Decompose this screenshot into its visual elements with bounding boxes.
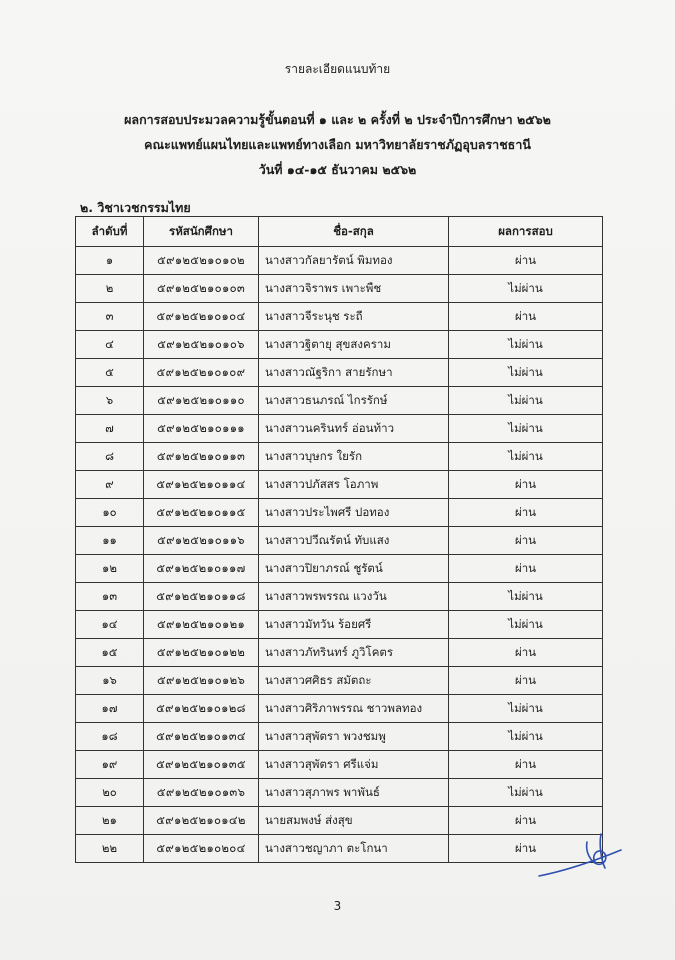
row-student-id: ๕๙๑๒๕๒๑๐๑๑๔ bbox=[144, 471, 259, 499]
row-order: ๑๑ bbox=[76, 527, 144, 555]
row-result: ไม่ผ่าน bbox=[449, 387, 603, 415]
row-student-id: ๕๙๑๒๕๒๑๐๑๐๒ bbox=[144, 247, 259, 275]
row-student-id: ๕๙๑๒๕๒๑๐๑๔๒ bbox=[144, 807, 259, 835]
row-student-id: ๕๙๑๒๕๒๑๐๒๐๔ bbox=[144, 835, 259, 863]
row-order: ๑๖ bbox=[76, 667, 144, 695]
row-result: ผ่าน bbox=[449, 835, 603, 863]
row-student-id: ๕๙๑๒๕๒๑๐๑๑๑ bbox=[144, 415, 259, 443]
row-student-id: ๕๙๑๒๕๒๑๐๑๑๘ bbox=[144, 583, 259, 611]
row-order: ๘ bbox=[76, 443, 144, 471]
row-order: ๑๒ bbox=[76, 555, 144, 583]
row-order: ๑๔ bbox=[76, 611, 144, 639]
row-order: ๙ bbox=[76, 471, 144, 499]
row-result: ไม่ผ่าน bbox=[449, 611, 603, 639]
row-name: นางสาวศิริภาพรรณ ชาวพลทอง bbox=[259, 695, 449, 723]
header-order: ลำดับที่ bbox=[76, 217, 144, 247]
row-result: ผ่าน bbox=[449, 639, 603, 667]
row-result: ไม่ผ่าน bbox=[449, 583, 603, 611]
title-line-1: ผลการสอบประมวลความรู้ขั้นตอนที่ ๑ และ ๒ ครั้งที่ ๒ ประจำปีการศึกษา ๒๕๖๒ bbox=[124, 112, 551, 127]
results-table bbox=[75, 216, 603, 863]
row-result: ผ่าน bbox=[449, 667, 603, 695]
table-row bbox=[76, 443, 603, 471]
table-row bbox=[76, 331, 603, 359]
title-line-3: วันที่ ๑๔-๑๕ ธันวาคม ๒๕๖๒ bbox=[258, 162, 417, 177]
table-row bbox=[76, 583, 603, 611]
header-student-id: รหัสนักศึกษา bbox=[144, 217, 259, 247]
row-result: ไม่ผ่าน bbox=[449, 443, 603, 471]
row-result: ไม่ผ่าน bbox=[449, 695, 603, 723]
row-result: ไม่ผ่าน bbox=[449, 359, 603, 387]
section-title: ๒. วิชาเวชกรรมไทย bbox=[80, 200, 191, 215]
row-student-id: ๕๙๑๒๕๒๑๐๑๐๔ bbox=[144, 303, 259, 331]
table-header-row bbox=[76, 217, 603, 247]
row-name: นางสาวปภัสสร โอภาพ bbox=[259, 471, 449, 499]
row-result: ไม่ผ่าน bbox=[449, 779, 603, 807]
row-result: ไม่ผ่าน bbox=[449, 723, 603, 751]
row-name: นางสาวฐิตายุ สุขสงคราม bbox=[259, 331, 449, 359]
table-row bbox=[76, 779, 603, 807]
row-order: ๑ bbox=[76, 247, 144, 275]
row-result: ผ่าน bbox=[449, 499, 603, 527]
row-student-id: ๕๙๑๒๕๒๑๐๑๒๑ bbox=[144, 611, 259, 639]
row-name: นางสาวสุพัตรา ศรีแจ่ม bbox=[259, 751, 449, 779]
table-row bbox=[76, 359, 603, 387]
header-result: ผลการสอบ bbox=[449, 217, 603, 247]
row-name: นางสาวสุพัตรา พวงชมพู bbox=[259, 723, 449, 751]
row-name: นางสาวมัทวัน ร้อยศรี bbox=[259, 611, 449, 639]
row-student-id: ๕๙๑๒๕๒๑๐๑๑๗ bbox=[144, 555, 259, 583]
row-order: ๑๕ bbox=[76, 639, 144, 667]
row-name: นางสาวธนภรณ์ ไกรรักษ์ bbox=[259, 387, 449, 415]
row-order: ๗ bbox=[76, 415, 144, 443]
row-result: ผ่าน bbox=[449, 527, 603, 555]
table-row bbox=[76, 471, 603, 499]
table-row bbox=[76, 555, 603, 583]
row-name: นางสาวสุภาพร พาพันธ์ bbox=[259, 779, 449, 807]
row-student-id: ๕๙๑๒๕๒๑๐๑๒๖ bbox=[144, 667, 259, 695]
row-name: นางสาวจิราพร เพาะพืช bbox=[259, 275, 449, 303]
row-name: นายสมพงษ์ ส่งสุข bbox=[259, 807, 449, 835]
table-row bbox=[76, 527, 603, 555]
table-row bbox=[76, 667, 603, 695]
row-name: นางสาวนครินทร์ อ่อนท้าว bbox=[259, 415, 449, 443]
row-student-id: ๕๙๑๒๕๒๑๐๑๐๙ bbox=[144, 359, 259, 387]
signature-mark bbox=[535, 822, 625, 882]
row-order: ๒๑ bbox=[76, 807, 144, 835]
table-row bbox=[76, 303, 603, 331]
row-order: ๑๘ bbox=[76, 723, 144, 751]
row-result: ผ่าน bbox=[449, 247, 603, 275]
table-row bbox=[76, 275, 603, 303]
row-order: ๒ bbox=[76, 275, 144, 303]
row-name: นางสาวพรพรรณ แวงวัน bbox=[259, 583, 449, 611]
table-row bbox=[76, 247, 603, 275]
row-name: นางสาวณัฐริกา สายรักษา bbox=[259, 359, 449, 387]
row-student-id: ๕๙๑๒๕๒๑๐๑๒๘ bbox=[144, 695, 259, 723]
row-name: นางสาวกัลยารัตน์ พิมทอง bbox=[259, 247, 449, 275]
row-result: ผ่าน bbox=[449, 303, 603, 331]
row-student-id: ๕๙๑๒๕๒๑๐๑๑๐ bbox=[144, 387, 259, 415]
page-number: 3 bbox=[333, 899, 342, 913]
row-order: ๑๓ bbox=[76, 583, 144, 611]
row-name: นางสาวปิยาภรณ์ ชูรัตน์ bbox=[259, 555, 449, 583]
table-row bbox=[76, 835, 603, 863]
table-row bbox=[76, 499, 603, 527]
row-order: ๑๐ bbox=[76, 499, 144, 527]
row-order: ๒๒ bbox=[76, 835, 144, 863]
row-result: ผ่าน bbox=[449, 471, 603, 499]
table-row bbox=[76, 415, 603, 443]
row-student-id: ๕๙๑๒๕๒๑๐๑๐๓ bbox=[144, 275, 259, 303]
header-name: ชื่อ-สกุล bbox=[259, 217, 449, 247]
table-row bbox=[76, 695, 603, 723]
row-order: ๖ bbox=[76, 387, 144, 415]
table-row bbox=[76, 387, 603, 415]
row-order: ๕ bbox=[76, 359, 144, 387]
row-student-id: ๕๙๑๒๕๒๑๐๑๒๒ bbox=[144, 639, 259, 667]
table-row bbox=[76, 639, 603, 667]
row-student-id: ๕๙๑๒๕๒๑๐๑๑๖ bbox=[144, 527, 259, 555]
title-line-2: คณะแพทย์แผนไทยและแพทย์ทางเลือก มหาวิทยาลัยราชภัฏอุบลราชธานี bbox=[144, 137, 531, 152]
row-student-id: ๕๙๑๒๕๒๑๐๑๓๔ bbox=[144, 723, 259, 751]
row-order: ๓ bbox=[76, 303, 144, 331]
table-row bbox=[76, 751, 603, 779]
row-result: ผ่าน bbox=[449, 807, 603, 835]
attachment-title: รายละเอียดแนบท้าย bbox=[284, 62, 391, 76]
row-student-id: ๕๙๑๒๕๒๑๐๑๓๖ bbox=[144, 779, 259, 807]
row-result: ไม่ผ่าน bbox=[449, 331, 603, 359]
row-name: นางสาวศศิธร สมัตถะ bbox=[259, 667, 449, 695]
row-result: ผ่าน bbox=[449, 751, 603, 779]
row-name: นางสาวจีระนุช ระถี bbox=[259, 303, 449, 331]
row-student-id: ๕๙๑๒๕๒๑๐๑๓๕ bbox=[144, 751, 259, 779]
table-row bbox=[76, 611, 603, 639]
row-result: ผ่าน bbox=[449, 555, 603, 583]
row-student-id: ๕๙๑๒๕๒๑๐๑๐๖ bbox=[144, 331, 259, 359]
row-name: นางสาวภัทรินทร์ ภูวิโคตร bbox=[259, 639, 449, 667]
row-order: ๑๗ bbox=[76, 695, 144, 723]
row-student-id: ๕๙๑๒๕๒๑๐๑๑๕ bbox=[144, 499, 259, 527]
row-name: นางสาวประไพศรี ปอทอง bbox=[259, 499, 449, 527]
row-name: นางสาวชญาภา ตะโกนา bbox=[259, 835, 449, 863]
row-order: ๒๐ bbox=[76, 779, 144, 807]
row-student-id: ๕๙๑๒๕๒๑๐๑๑๓ bbox=[144, 443, 259, 471]
table-row bbox=[76, 807, 603, 835]
table-body bbox=[76, 247, 603, 863]
row-name: นางสาวปวีณรัตน์ ทับแสง bbox=[259, 527, 449, 555]
row-result: ไม่ผ่าน bbox=[449, 275, 603, 303]
row-order: ๑๙ bbox=[76, 751, 144, 779]
row-name: นางสาวบุษกร ใยรัก bbox=[259, 443, 449, 471]
row-result: ไม่ผ่าน bbox=[449, 415, 603, 443]
table-row bbox=[76, 723, 603, 751]
row-order: ๔ bbox=[76, 331, 144, 359]
